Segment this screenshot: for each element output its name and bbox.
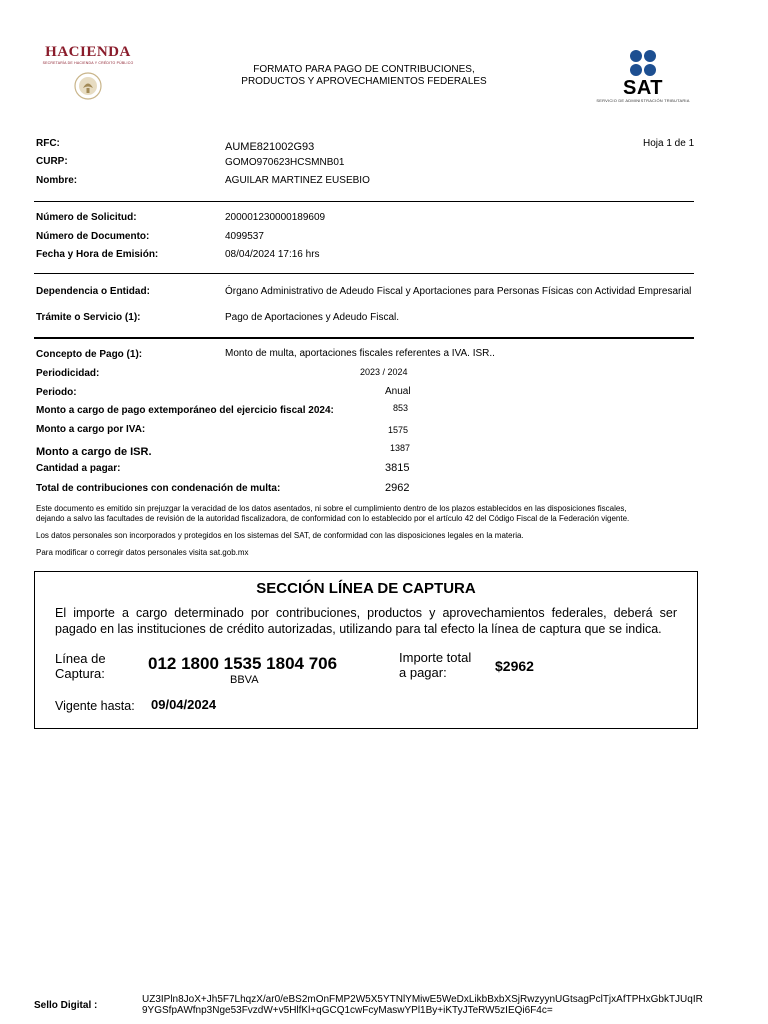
- captura-instructions-line1: El importe a cargo determinado por contribuciones, productos y aprovechamientos federales, deberá ser: [55, 606, 677, 620]
- bank-name: BBVA: [230, 674, 259, 686]
- periodicidad-value: 2023 / 2024: [360, 367, 408, 377]
- eagle-seal-icon: [73, 71, 103, 101]
- cantidad-value: 3815: [385, 462, 410, 474]
- linea-captura-section: [34, 571, 698, 729]
- disclaimer-note: [36, 504, 696, 524]
- captura-instructions: [55, 605, 677, 637]
- curp-value: GOMO970623HCSMNB01: [225, 157, 345, 168]
- sello-digital: [142, 994, 742, 1016]
- documento-label: Número de Documento:: [36, 231, 150, 242]
- sello-line2: 9YGSfpAWfnp3Nge53FvzdW+v5HlfKl+qGCQ1cwFcyMaswYPl1By+iKTyJTeRW5zIEQi6F4c=: [142, 1005, 553, 1016]
- isr-label: Monto a cargo de ISR.: [36, 446, 152, 458]
- total-value: 2962: [385, 482, 410, 494]
- concepto-value: Monto de multa, aportaciones fiscales referentes a IVA. ISR..: [225, 348, 495, 359]
- sat-logo-subtitle: SERVICIO DE ADMINISTRACIÓN TRIBUTARIA: [596, 98, 690, 103]
- disclaimer-line2: dejando a salvo las facultades de revisión de la autoridad fiscalizadora, de conformidad con lo establecido por el artículo 42 del Código Fiscal de la Federación vigente.: [36, 514, 630, 523]
- extemporaneo-value: 853: [393, 403, 409, 413]
- hacienda-logo-text: HACIENDA: [45, 44, 131, 60]
- sello-line1: UZ3IPln8JoX+Jh5F7LhqzX/ar0/eBS2mOnFMP2W5X5YTNlYMiwE5WeDxLikbBxbXSjRwzyynUGtsagPclTjxAfTPHxGbkTJUqIR: [142, 994, 703, 1005]
- linea-label: [55, 651, 106, 681]
- importe-value: $2962: [495, 658, 534, 674]
- sat-logo-text: SAT: [622, 77, 663, 99]
- page-number: Hoja 1 de 1: [643, 138, 695, 149]
- document-title-line1: FORMATO PARA PAGO DE CONTRIBUCIONES,: [253, 64, 475, 75]
- rfc-label: RFC:: [36, 138, 60, 149]
- dependencia-label: Dependencia o Entidad:: [36, 286, 150, 297]
- divider-3: [34, 337, 694, 339]
- curp-label: CURP:: [36, 156, 68, 167]
- linea-captura-value: 012 1800 1535 1804 706: [148, 654, 338, 673]
- sat-logo: [590, 48, 696, 108]
- captura-instructions-line2: pagado en las instituciones de crédito autorizadas, utilizando para tal efecto la línea de captura que se indica.: [55, 622, 662, 636]
- rfc-value: AUME821002G93: [225, 141, 315, 153]
- total-label: Total de contribuciones con condenación de multa:: [36, 483, 281, 494]
- sat-dots-icon: [628, 48, 658, 78]
- divider-2: [34, 273, 694, 274]
- dependencia-value: Órgano Administrativo de Adeudo Fiscal y Aportaciones para Personas Físicas con Actividad Empresarial: [225, 286, 692, 297]
- divider-1: [34, 201, 694, 202]
- tramite-value: Pago de Aportaciones y Adeudo Fiscal.: [225, 312, 400, 323]
- documento-value: 4099537: [225, 231, 264, 242]
- document-title-line2: PRODUCTOS Y APROVECHAMIENTOS FEDERALES: [241, 76, 487, 87]
- importe-label: [399, 650, 471, 680]
- iva-label: Monto a cargo por IVA:: [36, 424, 146, 435]
- document-title: [214, 64, 514, 88]
- linea-label-line2: Captura:: [55, 666, 105, 681]
- disclaimer-line1: Este documento es emitido sin prejuzgar la veracidad de los datos asentados, ni sobre el cumplimiento dentro de los plazos establecidos en las disposiciones fiscales,: [36, 504, 627, 513]
- extemporaneo-label: Monto a cargo de pago extemporáneo del ejercicio fiscal 2024:: [36, 405, 334, 416]
- iva-value: 1575: [388, 425, 409, 435]
- nombre-value: AGUILAR MARTINEZ EUSEBIO: [225, 175, 370, 186]
- solicitud-value: 200001230000189609: [225, 212, 326, 223]
- correction-note: Para modificar o corregir datos personales visita sat.gob.mx: [36, 548, 249, 557]
- periodo-value: Anual: [385, 386, 411, 397]
- concepto-label: Concepto de Pago (1):: [36, 349, 143, 360]
- privacy-note: Los datos personales son incorporados y protegidos en los sistemas del SAT, de conformidad con las disposiciones legales en la materia.: [36, 531, 524, 540]
- importe-label-line1: Importe total: [399, 650, 472, 665]
- hacienda-logo-subtitle: SECRETARÍA DE HACIENDA Y CRÉDITO PÚBLICO: [42, 61, 134, 65]
- cantidad-label: Cantidad a pagar:: [36, 463, 121, 474]
- solicitud-label: Número de Solicitud:: [36, 212, 137, 223]
- periodicidad-label: Periodicidad:: [36, 368, 100, 379]
- linea-label-line1: Línea de: [55, 651, 106, 666]
- hacienda-logo: [36, 44, 140, 108]
- vigente-label: Vigente hasta:: [55, 699, 135, 713]
- periodo-label: Periodo:: [36, 387, 77, 398]
- importe-label-line2: a pagar:: [399, 665, 447, 680]
- sello-label: Sello Digital :: [34, 1000, 98, 1011]
- fecha-value: 08/04/2024 17:16 hrs: [225, 249, 320, 260]
- vigente-value: 09/04/2024: [151, 697, 217, 712]
- tramite-label: Trámite o Servicio (1):: [36, 312, 141, 323]
- fecha-label: Fecha y Hora de Emisión:: [36, 249, 159, 260]
- isr-value: 1387: [390, 443, 411, 453]
- nombre-label: Nombre:: [36, 175, 78, 186]
- captura-title: SECCIÓN LÍNEA DE CAPTURA: [256, 580, 476, 597]
